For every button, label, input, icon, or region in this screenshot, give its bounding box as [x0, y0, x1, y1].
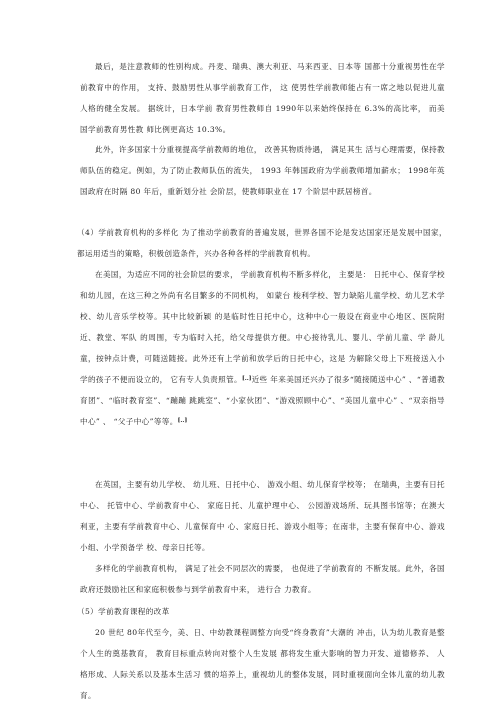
paragraph-other-countries: 在英国，主要有幼儿学校、 幼儿班、日托中心、 游戏小组、幼儿保育学校等； 在瑞典，主要有日托中心、 托管中心、学前教育中心、 家庭日托、儿童护理中心、 公园游戏场所、玩具图书馆等；在澳大利亚，主要有学前教育中心、儿童保育中 心、家庭日托、游戏小组等；在南非，主要有保育中心、游戏小组、小学预备学 校、母亲日托等。 [80, 480, 445, 552]
heading-institution-diversity: （4）学前教育机构的多样化 为了推动学前教育的普遍发展，世界各国不论是发达国家还是发展中国家， 都运用适当的策略，积极创造条件，兴办各种各样的学前教育机构。 [77, 228, 447, 258]
paragraph-usa-institutions [80, 264, 445, 432]
heading-curriculum-reform: （5）学前教育课程的改革 [77, 607, 170, 616]
citation-marker: [..] [242, 376, 252, 382]
paragraph-gender-composition: 最后，是注意教师的性别构成。丹麦、瑞典、澳大利亚、马来西亚、日本等 国都十分重视男性在学前教育中的作用， 支持、鼓励男性从事学前教育工作， 这 使男性学前教师能占有一席之地以促进儿童人格的健全发展。 据统计，日本学前 教育男性教师自 1990年以来始终保持在 6.3%的高比率， 而美国学前教育男性教 师比例更高达 10.3%。 [80, 62, 445, 134]
paragraph-diversity-summary: 多样化的学前教育机构， 满足了社会不同层次的需要， 也促进了学前教育的 不断发展。此外，各国政府还鼓励社区和家庭积极参与到学前教育中来， 进行合 力教育。 [80, 564, 445, 594]
paragraph-curriculum-reform: 20 世纪 80年代至今，美、日、中幼教课程调整方向受“终身教育”大潮的 冲击，认为幼儿教育是整个人生的奠基教育， 教育目标重点转向对整个人生发展 都将发生重大影响的智力开发、道德修养、 人格形成、人际关系以及基本生活习 惯的培养上，重视幼儿的整体发展，同时重视面向全体儿童的幼儿教育。 [80, 628, 445, 700]
usa-institutions-text-continued: 近些 年来美国还兴办了很多“随接随送中心” 、“普通教育团”、“临时教育室”、“蹦蹦 跳跳室”、“小家伙团”、“游戏照顾中心”、“美国儿童中心” 、“双亲指导中心” 、 “父子中心”等等。 [80, 375, 445, 426]
citation-marker: [..] [177, 418, 188, 424]
paragraph-teacher-status: 此外，许多国家十分重视提高学前教师的地位， 改善其物质待遇， 满足其生 活与心理需要，保持教师队伍的稳定。例如，为了防止教师队伍的流失， 1993 年韩国政府为学前教师增加薪水； 1998年英国政府在时隔 80 年后，重新划分社 会阶层，使教师职业在 17 个阶层中跃居榜首。 [80, 145, 445, 196]
usa-institutions-text: 在美国，为适应不同的社会阶层的要求， 学前教育机构不断多样化， 主要是： 日托中心、保育学校和幼儿园，在这三种之外尚有名目繁多的不同机构， 如蒙台 梭利学校、智力缺陷儿童学校、幼儿艺术学校、幼儿音乐学校等。其中比较新颖 的是临时性日托中心，这种中心一般设在商业中心地区、医院附近、教堂、军队 的周围，专为临时入托，给父母提供方便。中心接待乳儿、婴儿、学前儿童、学 龄儿童，按钟点计费，可随送随接。此外还有上学前和放学后的日托中心，这是 为解除父母上下班接送入小学的孩子不便而设立的， 它有专人负责照管。 [80, 270, 445, 384]
